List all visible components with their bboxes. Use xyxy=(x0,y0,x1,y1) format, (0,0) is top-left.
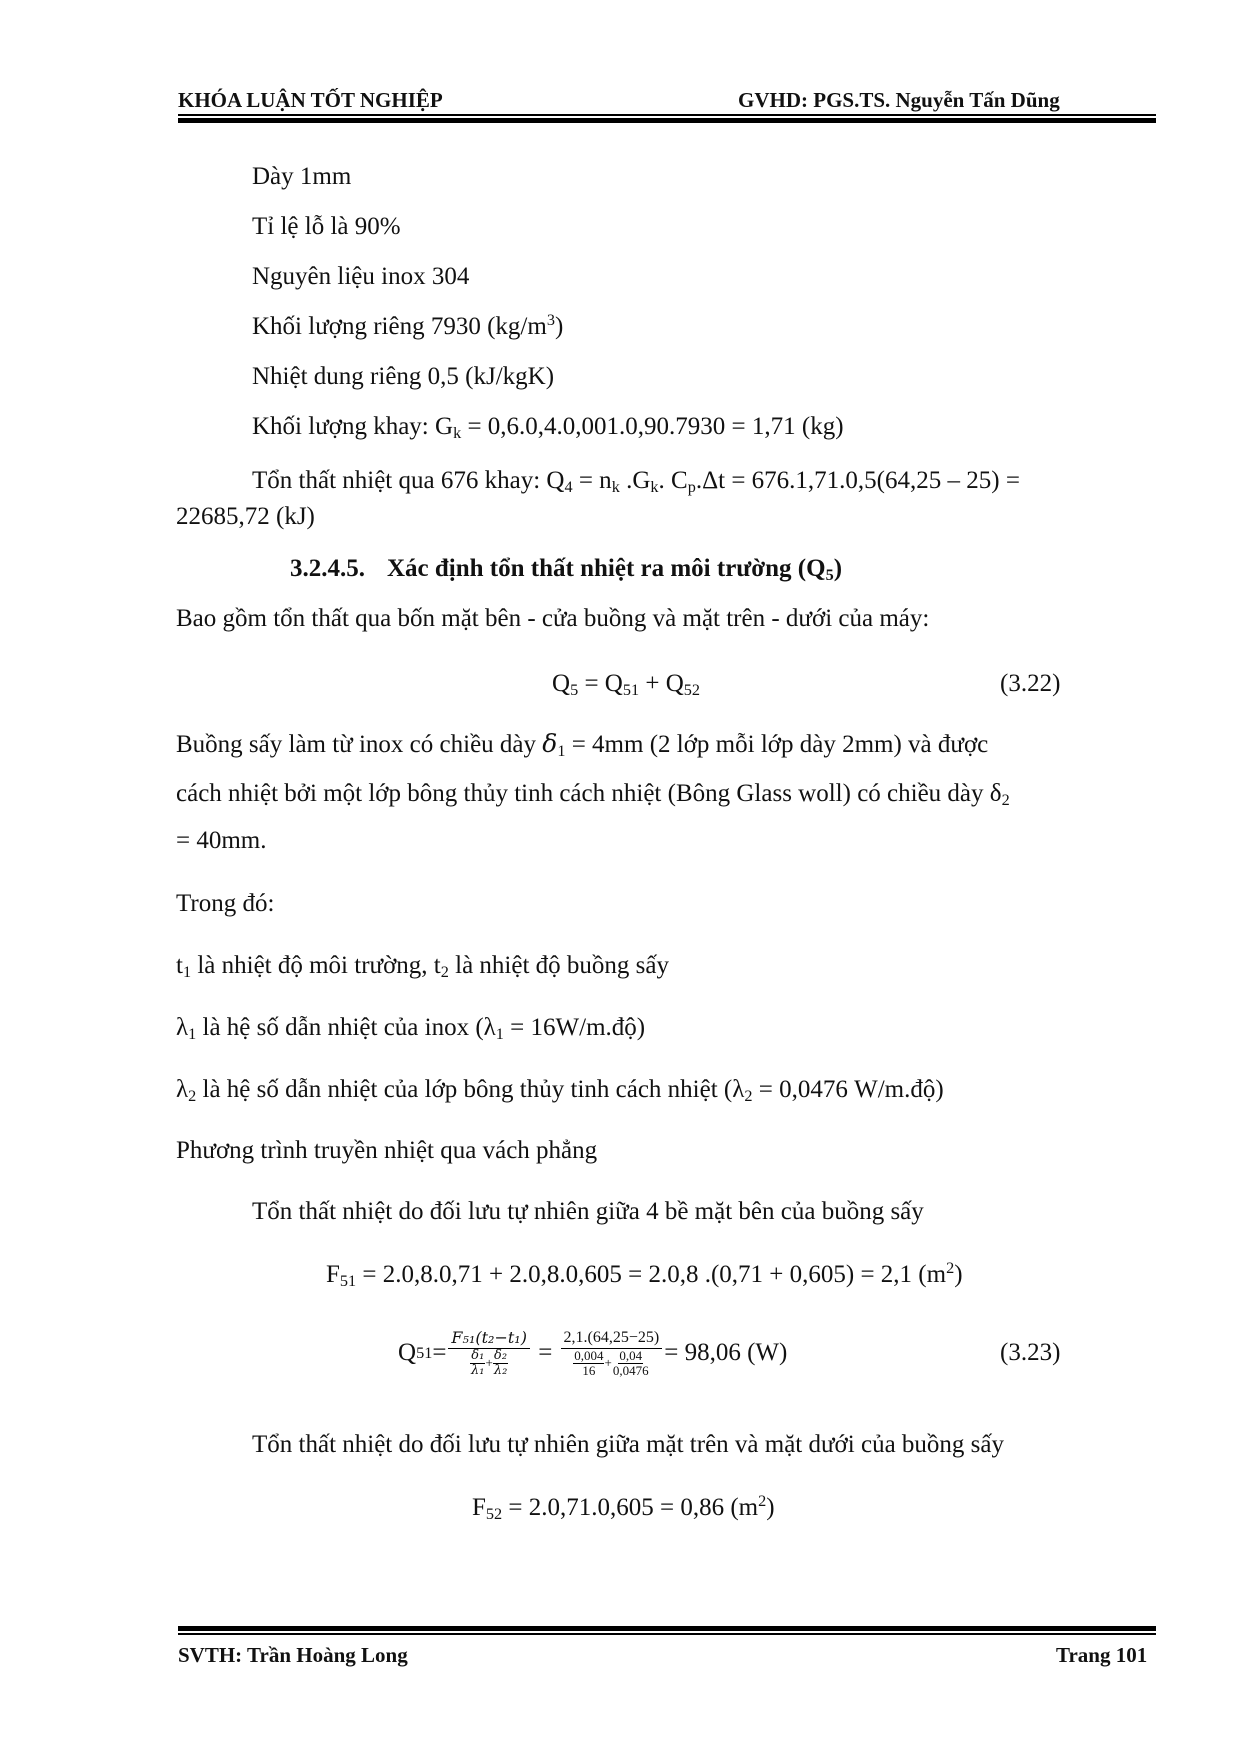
text-line: Dày 1mm xyxy=(252,163,352,190)
footer-left: SVTH: Trần Hoàng Long xyxy=(178,1643,408,1667)
text-line: Tổn thất nhiệt do đối lưu tự nhiên giữa 4 bề mặt bên của buồng sấy xyxy=(252,1198,924,1225)
text-line: Khối lượng khay: $G_k = 0,6.0,4.0,001.0,90.7930 = 1,71$ (kg) xyxy=(252,413,844,443)
text-line: Khối lượng riêng 7930 $(kg/m^3)$ xyxy=(252,311,564,340)
header-right: GVHD: PGS.TS. Nguyễn Tấn Dũng xyxy=(738,88,1060,112)
text-line: $\lambda_1$ là hệ số dẫn nhiệt của inox ($\lambda_1$ = 16W/m.độ) xyxy=(176,1014,646,1044)
text-line: Bao gồm tổn thất qua bốn mặt bên - cửa buồng và mặt trên - dưới của máy: xyxy=(176,605,930,632)
section-heading: 3.2.4.5. Xác định tổn thất nhiệt ra môi trường $(Q_5)$ xyxy=(290,555,843,585)
text-line: Tỉ lệ lỗ là 90% xyxy=(252,213,401,240)
equation-number: (3.23) xyxy=(1000,1339,1061,1366)
text-line: Nguyên liệu inox 304 xyxy=(252,263,470,290)
equation-3-22: $Q_5 = Q_{51} + Q_{52}$ xyxy=(552,670,700,700)
header-left: KHÓA LUẬN TỐT NGHIỆP xyxy=(178,88,443,112)
text-line: $t_1$ là nhiệt độ môi trường, $t_2$ là nhiệt độ buồng sấy xyxy=(176,952,669,982)
footer-rule xyxy=(178,1633,1156,1635)
text-line: 22685,72 (kJ) xyxy=(176,503,315,530)
text-line: Nhiệt dung riêng 0,5 (kJ/kgK) xyxy=(252,363,555,390)
fraction-symbolic: F₅₁(t₂−t₁) $\frac{\text{δ₁}}{\text{λ₁}}$ + $\frac{\text{δ₂}}{\text{λ₂}}$ xyxy=(448,1328,530,1378)
fraction-numeric: 2,1.(64,25−25) $\frac{0,004}{16}$ + $\frac{0,04}{0,0476}$ xyxy=(561,1328,663,1378)
text-line: Tổn thất nhiệt do đối lưu tự nhiên giữa mặt trên và mặt dưới của buồng sấy xyxy=(252,1431,1004,1458)
header-rule xyxy=(178,114,1156,116)
text-line: $\lambda_2$ là hệ số dẫn nhiệt của lớp bông thủy tinh cách nhiệt ($\lambda_2 = 0,0476$ W/m.độ) xyxy=(176,1076,944,1106)
footer-rule-thick xyxy=(178,1626,1156,1631)
equation-3-23: Q 51 = F₅₁(t₂−t₁) $\frac{\text{δ₁}}{\text{λ₁}}$ + $\frac{\text{δ₂}}{\text{λ₂}}$ = 2,1.(64,25−25) $\frac{0,004}{16}$ + $\frac{0,04}{0,0476}$ = 98,06 (W) xyxy=(398,1328,788,1378)
equation-number: (3.22) xyxy=(1000,670,1061,697)
equation-f51: $F_{51} = 2.0,8.0,71 + 2.0,8.0,605 = 2.0,8$ .(0,71 + 0,605) = 2,1 $(m^2)$ xyxy=(326,1259,963,1291)
text-line: cách nhiệt bởi một lớp bông thủy tinh cách nhiệt (Bông Glass woll) có chiều dày $\delta_2$ xyxy=(176,780,1010,810)
equation-f52: $F_{52} = 2.0,71.0,605 = 0,86$ $(m^2)$ xyxy=(472,1492,775,1524)
text-line: Buồng sấy làm từ inox có chiều dày $\delta_1 = 4mm$ (2 lớp mỗi lớp dày 2mm) và được xyxy=(176,729,989,761)
page-number: Trang 101 xyxy=(1056,1643,1148,1667)
text-line: Tổn thất nhiệt qua 676 khay: $Q_4 = n_k$ $.G_k$. $C_p.\Delta t = 676.1,71.0,5(64,25 - 25)$ = xyxy=(252,467,1020,497)
text-line: Phương trình truyền nhiệt qua vách phẳng xyxy=(176,1137,598,1164)
text-line: = 40mm. xyxy=(176,827,267,854)
header-rule-thick xyxy=(178,118,1156,123)
text-line: Trong đó: xyxy=(176,890,275,917)
